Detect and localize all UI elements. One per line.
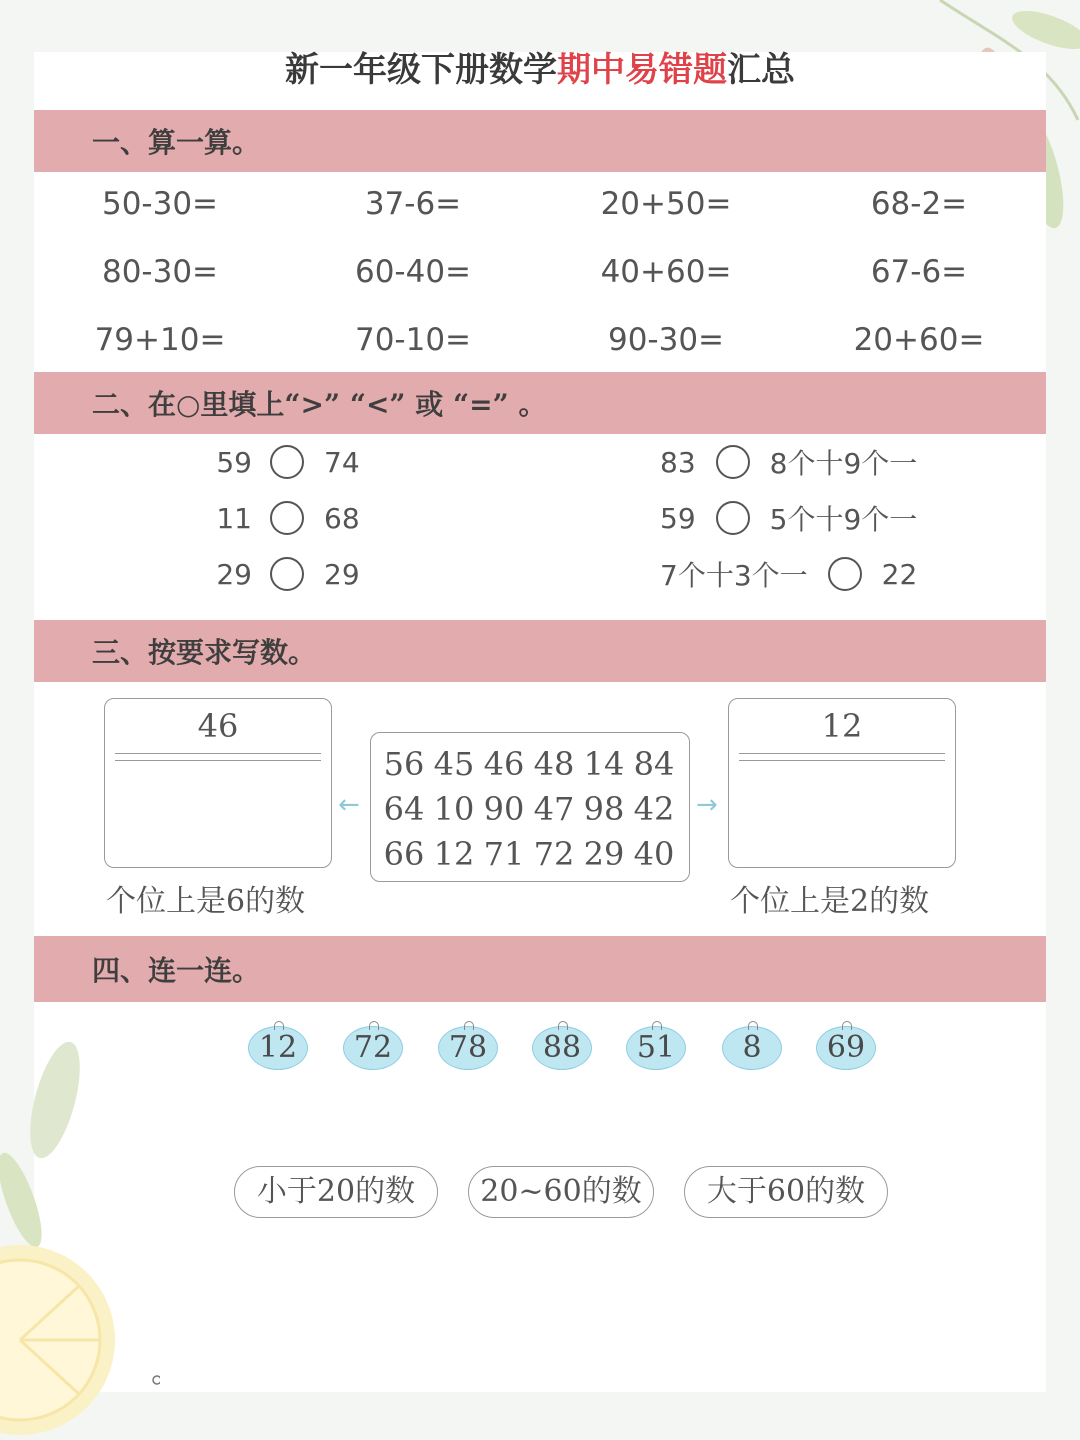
number-bubble[interactable] <box>626 1026 686 1070</box>
compare-circle[interactable] <box>270 445 304 479</box>
compare-right-value: 74 <box>324 445 360 479</box>
divider <box>115 753 321 754</box>
compare-left-value: 29 <box>216 557 252 591</box>
answer-box-ones-6[interactable] <box>104 698 332 868</box>
calc-problem: 70-10= <box>354 322 472 358</box>
calc-problem: 90-30= <box>607 322 725 358</box>
bubble-number: 8 <box>742 1030 762 1065</box>
compare-circle[interactable] <box>828 557 862 591</box>
number-bubble[interactable] <box>343 1026 403 1070</box>
grid-number: 12 <box>433 835 475 873</box>
number-bubble[interactable] <box>532 1026 592 1070</box>
title-suffix: 汇总 <box>727 50 795 90</box>
compare-right-value: 29 <box>324 557 360 591</box>
compare-left-value: 59 <box>660 501 696 535</box>
hook-icon <box>369 1021 379 1030</box>
calc-problem: 20+60= <box>853 322 985 358</box>
grid-number: 90 <box>483 790 525 828</box>
grid-number: 72 <box>533 835 575 873</box>
box-header-number: 46 <box>197 707 239 745</box>
compare-right-value: 8个十9个一 <box>769 447 918 480</box>
divider <box>739 760 945 761</box>
compare-right-value: 68 <box>324 501 360 535</box>
grid-number: 56 <box>383 745 425 783</box>
compare-row-left <box>200 496 360 540</box>
grid-number: 45 <box>433 745 475 783</box>
section-2-header <box>34 372 1046 434</box>
calc-problem: 60-40= <box>354 254 472 290</box>
compare-row-left <box>200 552 360 596</box>
calc-problem: 80-30= <box>101 254 219 290</box>
arrow-left-icon: ← <box>338 790 360 820</box>
hook-icon <box>842 1021 852 1030</box>
section-4-title: 四、连一连。 <box>92 954 261 987</box>
compare-right-value: 22 <box>881 557 918 591</box>
calc-problem: 50-30= <box>101 186 219 222</box>
number-bubble[interactable] <box>248 1026 308 1070</box>
grid-number: 64 <box>383 790 425 828</box>
hook-icon <box>274 1021 284 1030</box>
compare-left-value: 11 <box>216 501 252 535</box>
answer-box-ones-2[interactable] <box>728 698 956 868</box>
category-20-to-60[interactable]: 20~60的数 <box>468 1166 654 1218</box>
compare-circle[interactable] <box>270 557 304 591</box>
compare-circle[interactable] <box>716 501 750 535</box>
bubble-number: 78 <box>448 1030 488 1065</box>
grid-number: 29 <box>583 835 625 873</box>
section-1-header <box>34 110 1046 172</box>
compare-row-right <box>660 552 917 596</box>
hook-icon <box>464 1021 474 1030</box>
left-box-caption: 个位上是6的数 <box>106 884 306 919</box>
compare-left-value: 59 <box>216 445 252 479</box>
calc-problem: 20+50= <box>600 186 732 222</box>
category-greater-than-60[interactable]: 大于60的数 <box>684 1166 888 1218</box>
number-bubble[interactable] <box>816 1026 876 1070</box>
calc-problem: 79+10= <box>94 322 226 358</box>
bubble-number: 72 <box>353 1030 393 1065</box>
compare-row-right <box>660 440 917 484</box>
grid-number: 98 <box>583 790 625 828</box>
calc-problem: 67-6= <box>870 254 968 290</box>
hook-icon <box>748 1021 758 1030</box>
section-4-header <box>34 936 1046 1002</box>
grid-number: 40 <box>633 835 675 873</box>
grid-number: 47 <box>533 790 575 828</box>
compare-row-left <box>200 440 360 484</box>
grid-number: 66 <box>383 835 425 873</box>
compare-circle[interactable] <box>716 445 750 479</box>
compare-left-value: 83 <box>660 445 696 479</box>
compare-row-right <box>660 496 917 540</box>
section-3-header <box>34 620 1046 682</box>
bubble-number: 51 <box>636 1030 676 1065</box>
hook-icon <box>652 1021 662 1030</box>
number-grid <box>370 732 690 882</box>
section-1-title: 一、算一算。 <box>92 126 261 159</box>
section-2-title: 二、在○里填上“>” “<” 或 “=” 。 <box>92 388 547 421</box>
number-bubble[interactable] <box>438 1026 498 1070</box>
category-less-than-20[interactable]: 小于20的数 <box>234 1166 438 1218</box>
grid-number: 71 <box>483 835 525 873</box>
grid-number: 48 <box>533 745 575 783</box>
grid-number: 10 <box>433 790 475 828</box>
arrow-right-icon: → <box>696 790 718 820</box>
box-header-number: 12 <box>821 707 863 745</box>
divider <box>115 760 321 761</box>
title-highlight: 期中易错题 <box>557 50 727 90</box>
page-title <box>0 42 1080 91</box>
calc-problem: 37-6= <box>364 186 462 222</box>
number-bubble[interactable] <box>722 1026 782 1070</box>
grid-number: 84 <box>633 745 675 783</box>
bubble-number: 88 <box>542 1030 582 1065</box>
calc-problem: 40+60= <box>600 254 732 290</box>
hook-icon <box>558 1021 568 1030</box>
right-box-caption: 个位上是2的数 <box>730 884 930 919</box>
grid-number: 46 <box>483 745 525 783</box>
compare-left-value: 7个十3个一 <box>660 559 808 592</box>
compare-right-value: 5个十9个一 <box>769 503 918 536</box>
title-prefix: 新一年级下册数学 <box>285 50 557 90</box>
compare-circle[interactable] <box>270 501 304 535</box>
bubble-number: 12 <box>258 1030 298 1065</box>
calc-problem: 68-2= <box>870 186 968 222</box>
grid-number: 14 <box>583 745 625 783</box>
bubble-number: 69 <box>826 1030 866 1065</box>
divider <box>739 753 945 754</box>
section-3-title: 三、按要求写数。 <box>92 636 317 669</box>
grid-number: 42 <box>633 790 675 828</box>
